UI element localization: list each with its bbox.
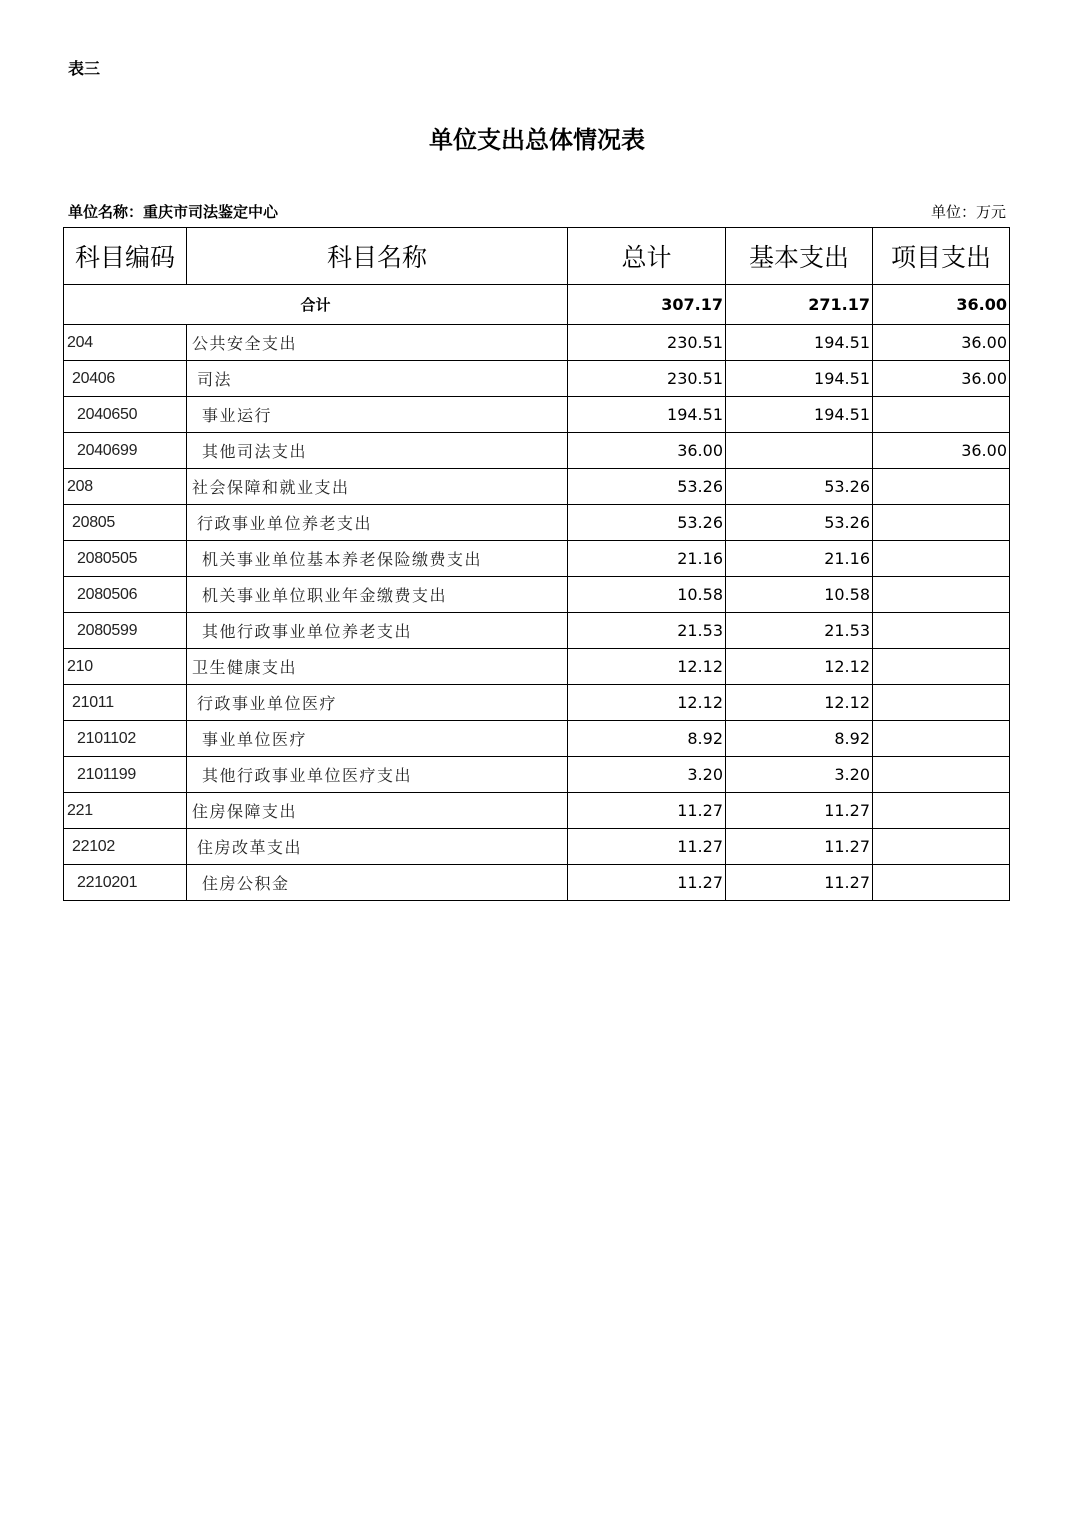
table-row [64,577,1010,613]
row-basic: 10.58 [726,577,873,613]
row-name: 机关事业单位职业年金缴费支出 [187,577,568,613]
page-title: 单位支出总体情况表 [429,125,645,154]
row-basic: 21.53 [726,613,873,649]
row-code: 22102 [64,829,187,865]
row-code: 2210201 [64,865,187,901]
row-name: 卫生健康支出 [187,649,568,685]
row-name: 行政事业单位医疗 [187,685,568,721]
total-total: 307.17 [568,285,726,325]
row-name: 行政事业单位养老支出 [187,505,568,541]
row-total: 53.26 [568,469,726,505]
row-basic: 11.27 [726,829,873,865]
row-total: 194.51 [568,397,726,433]
table-row [64,433,1010,469]
row-code: 210 [64,649,187,685]
row-basic: 11.27 [726,865,873,901]
row-code: 20406 [64,361,187,397]
row-name: 机关事业单位基本养老保险缴费支出 [187,541,568,577]
row-total: 36.00 [568,433,726,469]
row-total: 8.92 [568,721,726,757]
table-header-row [64,228,1010,285]
row-name: 社会保障和就业支出 [187,469,568,505]
total-project: 36.00 [873,285,1010,325]
table-row [64,505,1010,541]
row-total: 21.16 [568,541,726,577]
row-project [873,649,1010,685]
row-name: 事业单位医疗 [187,721,568,757]
row-basic: 12.12 [726,685,873,721]
row-project [873,793,1010,829]
table-row [64,865,1010,901]
table-row [64,721,1010,757]
row-project [873,685,1010,721]
row-project [873,721,1010,757]
row-total: 12.12 [568,685,726,721]
row-total: 21.53 [568,613,726,649]
row-total: 10.58 [568,577,726,613]
row-basic: 12.12 [726,649,873,685]
row-project [873,505,1010,541]
row-project [873,829,1010,865]
table-row [64,649,1010,685]
unit-measure: 单位：万元 [930,203,1006,221]
total-basic: 271.17 [726,285,873,325]
row-basic: 11.27 [726,793,873,829]
row-code: 204 [64,325,187,361]
row-project [873,577,1010,613]
table-row [64,397,1010,433]
expenditure-table [63,227,1010,901]
row-code: 20805 [64,505,187,541]
row-basic: 194.51 [726,397,873,433]
row-name: 其他行政事业单位医疗支出 [187,757,568,793]
row-total: 11.27 [568,793,726,829]
row-name: 住房公积金 [187,865,568,901]
table-row [64,469,1010,505]
row-basic: 53.26 [726,505,873,541]
row-project: 36.00 [873,361,1010,397]
row-name: 公共安全支出 [187,325,568,361]
row-code: 2040699 [64,433,187,469]
row-basic: 194.51 [726,325,873,361]
row-code: 2101102 [64,721,187,757]
row-code: 2080505 [64,541,187,577]
row-project [873,865,1010,901]
row-name: 住房改革支出 [187,829,568,865]
row-total: 11.27 [568,865,726,901]
row-code: 208 [64,469,187,505]
header-project: 项目支出 [873,228,1010,285]
row-total: 53.26 [568,505,726,541]
table-row [64,829,1010,865]
row-code: 2101199 [64,757,187,793]
row-total: 11.27 [568,829,726,865]
table-row [64,685,1010,721]
row-project [873,613,1010,649]
row-basic: 21.16 [726,541,873,577]
row-total: 3.20 [568,757,726,793]
row-project [873,757,1010,793]
row-code: 2080599 [64,613,187,649]
total-label: 合计 [64,285,568,325]
row-code: 21011 [64,685,187,721]
row-basic: 8.92 [726,721,873,757]
row-name: 其他司法支出 [187,433,568,469]
header-basic: 基本支出 [726,228,873,285]
table-row [64,361,1010,397]
row-code: 221 [64,793,187,829]
row-name: 司法 [187,361,568,397]
total-row [64,285,1010,325]
row-project: 36.00 [873,325,1010,361]
row-basic: 3.20 [726,757,873,793]
row-basic [726,433,873,469]
row-name: 其他行政事业单位养老支出 [187,613,568,649]
table-row [64,757,1010,793]
table-row [64,541,1010,577]
row-total: 230.51 [568,361,726,397]
row-code: 2080506 [64,577,187,613]
header-code: 科目编码 [64,228,187,285]
table-label: 表三 [68,59,101,78]
row-total: 230.51 [568,325,726,361]
table-row [64,613,1010,649]
row-basic: 194.51 [726,361,873,397]
table-row [64,325,1010,361]
row-project [873,397,1010,433]
row-project: 36.00 [873,433,1010,469]
row-project [873,541,1010,577]
row-project [873,469,1010,505]
header-name: 科目名称 [187,228,568,285]
header-total: 总计 [568,228,726,285]
unit-name: 单位名称：重庆市司法鉴定中心 [68,203,279,221]
row-code: 2040650 [64,397,187,433]
row-name: 住房保障支出 [187,793,568,829]
row-total: 12.12 [568,649,726,685]
row-name: 事业运行 [187,397,568,433]
row-basic: 53.26 [726,469,873,505]
table-row [64,793,1010,829]
